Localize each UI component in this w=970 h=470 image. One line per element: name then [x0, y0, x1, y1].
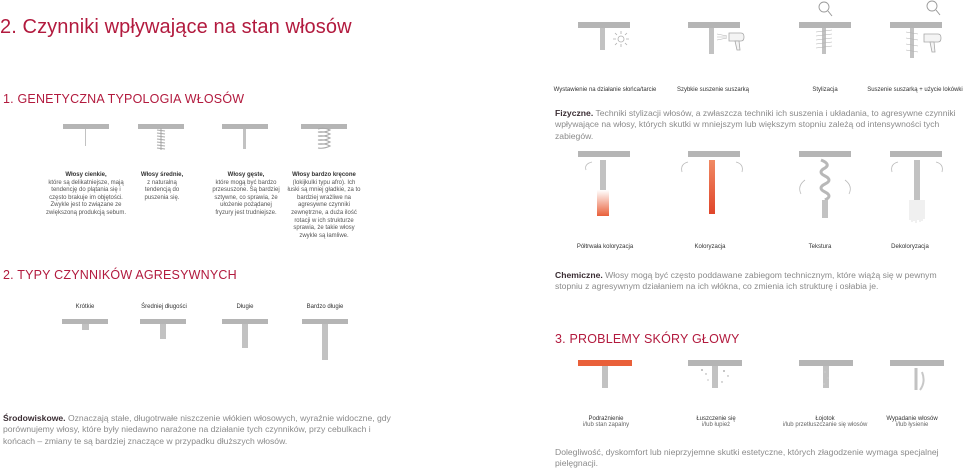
physical-paragraph — [555, 108, 960, 142]
section-aggressive-heading: 2. TYPY CZYNNIKÓW AGRESYWNYCH — [3, 268, 237, 282]
texture-strand — [795, 158, 855, 228]
physical-label-curling: Suszenie suszarką + użycie lokówki — [867, 87, 963, 93]
chemical-label-semi: Półtrwała koloryzacja — [576, 244, 634, 250]
chemical-paragraph — [555, 270, 960, 293]
scalp-problem-seborrhea — [768, 416, 882, 428]
hair-type-title: Włosy bardzo kręcone — [292, 172, 356, 178]
hair-type-thick — [212, 172, 280, 218]
seborrhea-scalp — [799, 360, 855, 396]
scalp-bar — [890, 151, 942, 157]
length-label-very-long: Bardzo długie — [306, 304, 344, 310]
chemical-text: Włosy mogą być często poddawane zabiegom technicznym, które wiążą się w pewnym stopniu z agresywnym działaniem na ich włókna, co zmienia ich strukturę i osłabia je. — [555, 270, 937, 292]
hair-type-text: które są delikatniejsze, mają tendencję do plątania się i często brakuje im objętości. Zwykle jest to związane ze zwiększoną produkcją sebum. — [45, 179, 127, 216]
chemical-bold: Chemiczne. — [555, 270, 603, 280]
hair-type-text: które mogą być bardzo przesuszone. Są bardziej sztywne, co sprawia, że ułożenie pożądanej fryzury jest trudniejsze. — [212, 179, 280, 216]
hair-type-title: Włosy gęste, — [227, 172, 265, 178]
scalp-bar — [688, 22, 740, 28]
chemical-label-bleach: Dekoloryzacja — [891, 244, 929, 250]
length-label-short: Krótkie — [75, 304, 95, 310]
sun-icon — [612, 30, 630, 48]
scalp-bar — [578, 151, 630, 157]
scalp-footer: Dolegliwość, dyskomfort lub nieprzyjemne skutki estetyczne, których złagodzenie wymaga specjalnej pielęgnacji. — [555, 447, 939, 469]
scalp-problem-hair-loss — [872, 416, 952, 428]
scalp-bar — [799, 151, 851, 157]
problem-sub: i/lub stan zapalny — [582, 422, 630, 428]
hair-type-text: z naturalną tendencją do puszenia się. — [144, 179, 180, 201]
section-scalp-heading: 3. PROBLEMY SKÓRY GŁOWY — [555, 332, 740, 346]
page-title: 2. Czynniki wpływające na stan włosów — [0, 16, 352, 38]
physical-bold: Fizyczne. — [555, 108, 594, 118]
bleach-strand — [888, 160, 948, 230]
physical-text: Techniki stylizacji włosów, a zwłaszcza techniki ich suszenia i układania, to agresywne czynniki wpływające na włosy, których skutki w mniejszym lub większym stopniu zależą od intensywności tych zabiegów. — [555, 108, 956, 141]
hair-type-medium — [136, 172, 188, 202]
environmental-text: Oznaczają stałe, długotrwałe niszczenie włókien włosowych, wyraźnie widoczne, gdy porównujemy włosy, które były niedawno narażone na działanie tych czynników, przy cebulkach i końcach – zmiany te są bardziej znaczące w przypadku dłuższych włosów. — [3, 413, 391, 446]
length-label-medium: Średniej długości — [141, 304, 187, 310]
very-long-hair — [322, 324, 328, 360]
medium-length-hair — [160, 324, 166, 339]
scalp-bar — [63, 124, 109, 129]
hair-loss-scalp — [890, 360, 946, 396]
styling-brush-icon — [810, 0, 840, 66]
environmental-paragraph — [3, 413, 403, 447]
curly-hair-strand — [316, 128, 332, 150]
hair-type-curly — [287, 172, 361, 240]
thick-hair-strand — [243, 129, 246, 149]
hair-strand — [600, 28, 605, 50]
environmental-bold: Środowiskowe. — [3, 413, 66, 423]
problem-title: Wypadanie włosów — [886, 416, 938, 422]
problem-title: Podrażnienie — [588, 416, 624, 422]
scalp-bar — [688, 151, 740, 157]
physical-label-sun: Wystawienie na działanie słońca/tarcie — [553, 87, 657, 93]
length-label-long: Długie — [236, 304, 254, 310]
medium-hair-strand — [154, 128, 168, 150]
physical-label-styling: Stylizacja — [812, 87, 838, 93]
hair-type-text: (lokijkulki typu afro). Ich łuski są mniej gładkie, za to bardziej wrażliwe na agresywne czynniki zewnętrzne, a duża ilość rotacji w ich strukturze sprawia, że takie włosy zwykle są łamliwe. — [287, 179, 361, 239]
color-strand — [678, 160, 748, 230]
physical-label-dryer: Szybkie suszenie suszarką — [676, 87, 750, 93]
problem-title: Łuszczenie się — [696, 416, 736, 422]
semi-permanent-color-strand — [584, 160, 624, 230]
irritation-scalp — [578, 360, 634, 396]
problem-sub: i/lub łysienie — [895, 422, 929, 428]
hair-dryer-icon — [715, 30, 745, 52]
problem-sub: i/lub łupież — [701, 422, 731, 428]
hair-type-title: Włosy cienkie, — [65, 172, 107, 178]
thin-hair-strand — [85, 129, 86, 146]
problem-title: Łojotok — [815, 416, 835, 422]
long-hair — [242, 324, 248, 348]
hair-strand — [709, 28, 714, 54]
problem-sub: i/lub przetłuszczanie się włosów — [782, 422, 868, 428]
short-hair — [82, 324, 89, 330]
hair-type-thin — [44, 172, 128, 218]
section-genetic-heading: 1. GENETYCZNA TYPOLOGIA WŁOSÓW — [3, 92, 245, 106]
scalp-problem-flaking — [676, 416, 756, 428]
scalp-problem-irritation — [566, 416, 646, 428]
chemical-label-color: Koloryzacja — [694, 244, 726, 250]
chemical-label-texture: Tekstura — [808, 244, 832, 250]
flaking-scalp — [688, 360, 744, 396]
curling-iron-icon — [898, 0, 948, 66]
hair-type-title: Włosy średnie, — [140, 172, 184, 178]
